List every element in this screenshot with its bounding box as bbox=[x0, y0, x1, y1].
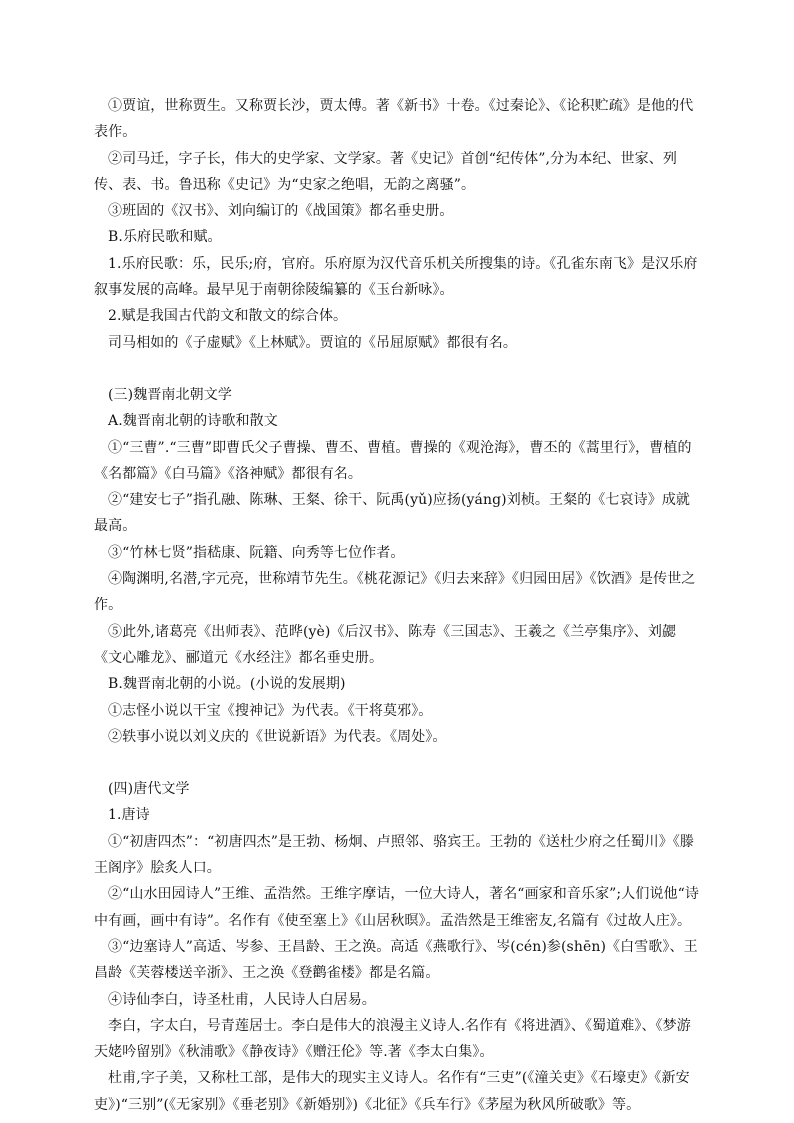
section-heading-tang: (四)唐代文学 bbox=[108, 781, 190, 798]
document-body bbox=[94, 93, 704, 1118]
section-heading-weijin: (三)魏晋南北朝文学 bbox=[108, 386, 232, 403]
paragraph-shixian: ④诗仙李白，诗圣杜甫，人民诗人白居易。 bbox=[108, 991, 376, 1008]
subheading-novels: B.魏晋南北朝的小说。(小说的发展期) bbox=[108, 676, 346, 693]
paragraph-chutang: ①“初唐四杰”：“初唐四杰”是王勃、杨炯、卢照邻、骆宾王。王勃的《送杜少府之任蜀川》《滕王阁序》脍炙人口。 bbox=[94, 833, 695, 877]
paragraph-biansai: ③“边塞诗人”高适、岑参、王昌龄、王之涣。高适《燕歌行》、岑(cén)参(shēn)《白雪歌》、王昌龄《芙蓉楼送辛浙》、王之涣《登鹳雀楼》都是名篇。 bbox=[94, 938, 698, 982]
subheading-yuefu: B.乐府民歌和赋。 bbox=[108, 229, 222, 246]
paragraph-taoyuanming: ④陶渊明,名潜,字元亮，世称靖节先生。《桃花源记》《归去来辞》《归园田居》《饮酒》是传世之作。 bbox=[94, 571, 696, 614]
paragraph-others: ⑤此外,诸葛亮《出师表》、范晔(yè)《后汉书》、陈寿《三国志》、王羲之《兰亭集序》、刘勰《文心雕龙》、郦道元《水经注》都名垂史册。 bbox=[94, 623, 677, 666]
paragraph-fu: 2.赋是我国古代韵文和散文的综合体。 bbox=[108, 308, 348, 325]
paragraph-shanshui: ②“山水田园诗人”王维、孟浩然。王维字摩诘，一位大诗人，著名“画家和音乐家”;人们说他“诗中有画，画中有诗”。名作有《使至塞上》《山居秋暝》。孟浩然是王维密友,名篇有《过故人庄》。 bbox=[94, 886, 700, 929]
paragraph-sancao: ①“三曹”.“三曹”即曹氏父子曹操、曹丕、曹植。曹操的《观沧海》，曹丕的《蒿里行》，曹植的《名都篇》《白马篇》《洛神赋》都很有名。 bbox=[94, 439, 692, 482]
section-spacer bbox=[94, 356, 704, 382]
paragraph-yishi: ②轶事小说以刘义庆的《世说新语》为代表。《周处》。 bbox=[108, 728, 447, 745]
paragraph-dufu: 杜甫,字子美，又称杜工部，是伟大的现实主义诗人。名作有“三吏”(《潼关吏》《石壕吏》《新安吏》)“三别”(《无家别》《垂老别》《新婚别》)《北征》《兵车行》《茅屋为秋风所破歌》等。 bbox=[94, 1070, 690, 1113]
paragraph-jiayi: ①贾谊，世称贾生。又称贾长沙，贾太傅。著《新书》十卷。《过秦论》、《论积贮疏》是他的代表作。 bbox=[94, 98, 694, 141]
paragraph-zhiguai: ①志怪小说以干宝《搜神记》为代表。《干将莫邪》。 bbox=[108, 702, 433, 719]
paragraph-yuefu-minge: 1.乐府民歌：乐，民乐;府，官府。乐府原为汉代音乐机关所搜集的诗。《孔雀东南飞》是汉乐府叙事发展的高峰。最早见于南朝徐陵编纂的《玉台新咏》。 bbox=[94, 255, 698, 299]
paragraph-simaqian: ②司马迁，字子长，伟大的史学家、文学家。著《史记》首创“纪传体”,分为本纪、世家、列传、表、书。鲁迅称《史记》为“史家之绝唱，无韵之离骚”。 bbox=[94, 150, 677, 193]
paragraph-bangu: ③班固的《汉书》、刘向编订的《战国策》都名垂史册。 bbox=[108, 203, 454, 220]
subheading-tangshi: 1.唐诗 bbox=[108, 807, 150, 824]
paragraph-libai: 李白，字太白，号青莲居士。李白是伟大的浪漫主义诗人.名作有《将进酒》、《蜀道难》、《梦游天姥吟留别》《秋浦歌》《静夜诗》《赠汪伦》等.著《李太白集》。 bbox=[94, 1017, 691, 1061]
paragraph-jianan: ②“建安七子”指孔融、陈琳、王粲、徐干、阮禹(yǔ)应扬(yáng)刘桢。王粲的《七哀诗》成就最高。 bbox=[94, 492, 691, 535]
paragraph-zhulin: ③“竹林七贤”指嵇康、阮籍、向秀等七位作者。 bbox=[108, 544, 405, 561]
paragraph-simaxiangru: 司马相如的《子虚赋》《上林赋》。贾谊的《吊屈原赋》都很有名。 bbox=[108, 334, 517, 351]
subheading-poetry-prose: A.魏晋南北朝的诗歌和散文 bbox=[108, 413, 278, 430]
section-spacer bbox=[94, 750, 704, 776]
